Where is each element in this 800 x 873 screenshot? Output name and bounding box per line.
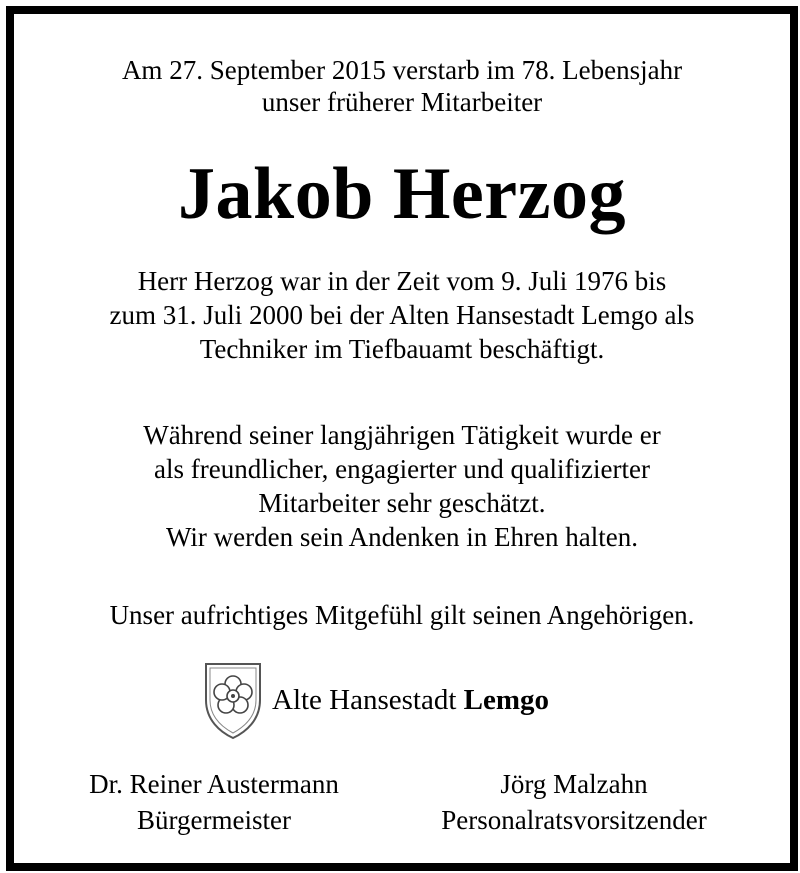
- obituary-frame: [6, 6, 798, 871]
- tribute-line: Während seiner langjährigen Tätigkeit wurde er: [143, 420, 661, 450]
- obituary-content: [14, 14, 790, 863]
- signatory-name: Jörg Malzahn: [500, 769, 648, 799]
- deceased-name: Jakob Herzog: [178, 153, 626, 235]
- tribute-line: Wir werden sein Andenken in Ehren halten.: [165, 522, 638, 552]
- signatory-staff-council: [404, 766, 744, 838]
- employment-line: Herr Herzog war in der Zeit vom 9. Juli 1976 bis: [137, 266, 667, 296]
- signatory-mayor: [44, 766, 384, 838]
- signatory-title: Personalratsvorsitzender: [441, 805, 707, 835]
- employment-line: zum 31. Juli 2000 bei der Alten Hansestadt Lemgo als: [109, 300, 695, 330]
- rose-crest-icon: [202, 660, 264, 740]
- intro-line: Am 27. September 2015 verstarb im 78. Lebensjahr: [121, 55, 683, 85]
- signatory-title: Bürgermeister: [137, 805, 291, 835]
- intro-text: [14, 54, 790, 118]
- organization-city: Lemgo: [463, 684, 550, 716]
- organization-prefix: Alte Hansestadt: [272, 684, 464, 716]
- tribute-line: als freundlicher, engagierter und qualifizierter: [154, 454, 650, 484]
- employment-text: [14, 264, 790, 366]
- tribute-text: [14, 418, 790, 554]
- organization-name: [272, 683, 549, 717]
- organization-logo: [202, 660, 682, 740]
- employment-line: Techniker im Tiefbauamt beschäftigt.: [199, 334, 605, 364]
- intro-line: unser früherer Mitarbeiter: [261, 87, 543, 117]
- condolence-text: Unser aufrichtiges Mitgefühl gilt seinen Angehörigen.: [109, 600, 695, 630]
- signatory-name: Dr. Reiner Austermann: [89, 769, 339, 799]
- tribute-line: Mitarbeiter sehr geschätzt.: [258, 488, 546, 518]
